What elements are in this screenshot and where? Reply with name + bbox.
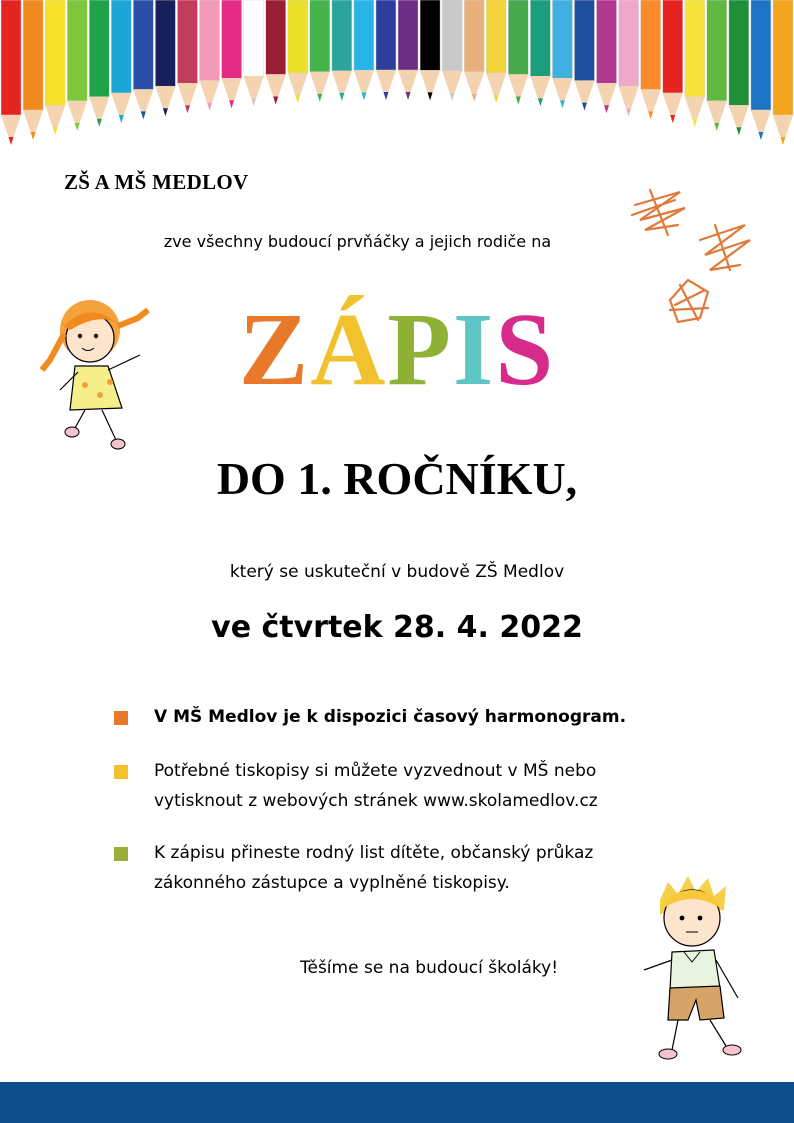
- first-grade-heading: DO 1. ROČNÍKU,: [216, 453, 578, 504]
- title-letter: P: [387, 292, 453, 407]
- bullet-text: V MŠ Medlov je k dispozici časový harmonogram.: [154, 707, 627, 727]
- title-letter: S: [495, 292, 556, 407]
- title-letter: I: [452, 292, 496, 407]
- closing-text: Těšíme se na budoucí školáky!: [300, 958, 559, 978]
- location-text: který se uskuteční v budově ZŠ Medlov: [229, 562, 565, 582]
- footer-bar: [0, 1082, 794, 1123]
- title-letter: Á: [310, 292, 388, 407]
- event-date: ve čtvrtek 28. 4. 2022: [211, 610, 583, 645]
- green-square-bullet-icon: [114, 847, 128, 861]
- boy-illustration: [630, 870, 765, 1070]
- title-letter: Z: [238, 292, 311, 407]
- bullet-text: Potřebné tiskopisy si můžete vyzvednout v MŠ nebo vytisknout z webových stránek www.skolamedlov.cz: [154, 761, 598, 811]
- zapis-title: [0, 292, 794, 407]
- orange-square-bullet-icon: [114, 711, 128, 725]
- invitation-text: zve všechny budoucí prvňáčky a jejich rodiče na: [163, 232, 552, 251]
- colored-pencils-border: [0, 0, 794, 170]
- bullet-text: K zápisu přineste rodný list dítěte, občanský průkaz zákonného zástupce a vyplněné tiskopisy.: [154, 843, 594, 893]
- yellow-square-bullet-icon: [114, 765, 128, 779]
- school-name: ZŠ A MŠ MEDLOV: [64, 170, 249, 194]
